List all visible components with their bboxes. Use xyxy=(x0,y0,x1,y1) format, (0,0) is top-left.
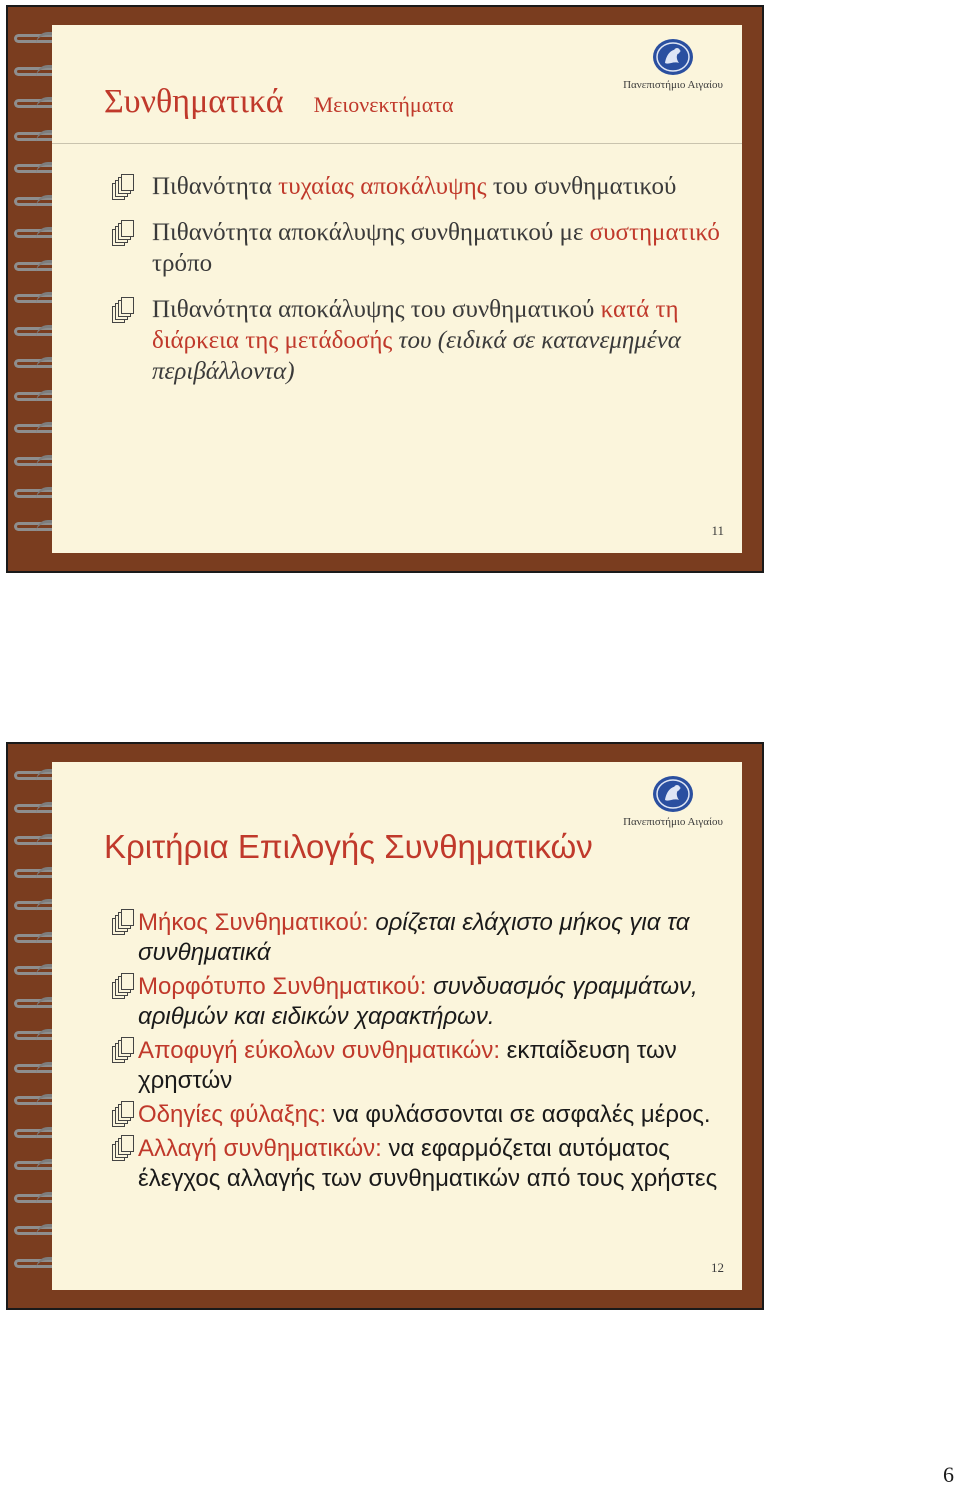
bullet-list xyxy=(112,171,722,402)
bullet-run: του συνθηματικού xyxy=(486,173,677,200)
slide-11 xyxy=(6,5,764,573)
university-name: Πανεπιστήμιο Αιγαίου xyxy=(623,79,723,91)
university-logo xyxy=(614,37,732,91)
bullet-item xyxy=(112,294,722,387)
slide-page-number: 12 xyxy=(711,1260,724,1275)
bullet-text xyxy=(152,217,722,279)
university-seal-icon xyxy=(651,37,695,77)
bullet-run: Πιθανότητα αποκάλυψης συνθηματικού με xyxy=(152,219,590,246)
stacked-pages-icon xyxy=(112,910,134,936)
bullet-run: να εφαρμόζεται αυτόματος έλεγχος αλλαγής των συνθηματικών από τους χρήστες xyxy=(138,1135,718,1192)
bullet-run: ορίζεται ελάχιστο μήκος για τα συνθηματικά xyxy=(138,909,690,966)
bullet-text xyxy=(152,171,722,202)
slide-paper xyxy=(52,25,742,553)
bullet-run: Αλλαγή συνθηματικών: xyxy=(138,1135,389,1162)
bullet-item xyxy=(112,217,722,279)
bullet-run: του (ειδικά σε κατανεμημένα περιβάλλοντα) xyxy=(152,327,681,385)
slide-12 xyxy=(6,742,764,1310)
bullet-text xyxy=(138,972,752,1032)
slide-title-main: Συνθηματικά xyxy=(104,83,284,120)
bullet-run: Μήκος Συνθηματικού: xyxy=(138,909,376,936)
bullet-run: κατά τη διάρκεια της μετάδοσής xyxy=(152,296,679,354)
bullet-item xyxy=(112,1036,752,1096)
bullet-run: τρόπο xyxy=(152,250,213,277)
stacked-pages-icon xyxy=(112,1038,134,1064)
bullet-text xyxy=(138,1036,752,1096)
stacked-pages-icon xyxy=(112,221,134,247)
title-divider xyxy=(52,143,742,144)
university-name: Πανεπιστήμιο Αιγαίου xyxy=(623,816,723,828)
university-seal-icon xyxy=(651,774,695,814)
slide-page-number: 11 xyxy=(711,523,724,538)
bullet-run: Πιθανότητα αποκάλυψης του συνθηματικού xyxy=(152,296,601,323)
slide-title-subtitle: Μειονεκτήματα xyxy=(313,92,454,117)
bullet-run: Οδηγίες φύλαξης: xyxy=(138,1101,333,1128)
bullet-text xyxy=(138,908,752,968)
bullet-text xyxy=(138,1100,752,1130)
bullet-item xyxy=(112,171,722,202)
bullet-run: εκπαίδευση των χρηστών xyxy=(138,1037,677,1094)
stacked-pages-icon xyxy=(112,1136,134,1162)
stacked-pages-icon xyxy=(112,298,134,324)
bullet-text xyxy=(152,294,722,387)
stacked-pages-icon xyxy=(112,974,134,1000)
bullet-list xyxy=(112,908,752,1198)
stacked-pages-icon xyxy=(112,1102,134,1128)
bullet-run: να φυλάσσονται σε ασφαλές μέρος. xyxy=(332,1101,711,1128)
bullet-item xyxy=(112,1134,752,1194)
university-logo xyxy=(614,774,732,828)
slide-paper xyxy=(52,762,742,1290)
bullet-item xyxy=(112,908,752,968)
bullet-run: Αποφυγή εύκολων συνθηματικών: xyxy=(138,1037,507,1064)
bullet-run: Πιθανότητα xyxy=(152,173,279,200)
slide-title xyxy=(104,828,593,866)
bullet-run: τυχαίας αποκάλυψης xyxy=(278,173,487,200)
bullet-run: συστηματικό xyxy=(589,219,720,246)
bullet-item xyxy=(112,972,752,1032)
slide-title-main: Κριτήρια Επιλογής Συνθηματικών xyxy=(104,828,593,865)
bullet-text xyxy=(138,1134,752,1194)
document-page-number: 6 xyxy=(943,1462,954,1487)
bullet-item xyxy=(112,1100,752,1130)
bullet-run: συνδυασμός γραμμάτων, αριθμών και ειδικών χαρακτήρων. xyxy=(138,973,698,1030)
bullet-run: Μορφότυπο Συνθηματικού: xyxy=(138,973,434,1000)
stacked-pages-icon xyxy=(112,175,134,201)
slide-title xyxy=(104,83,454,121)
